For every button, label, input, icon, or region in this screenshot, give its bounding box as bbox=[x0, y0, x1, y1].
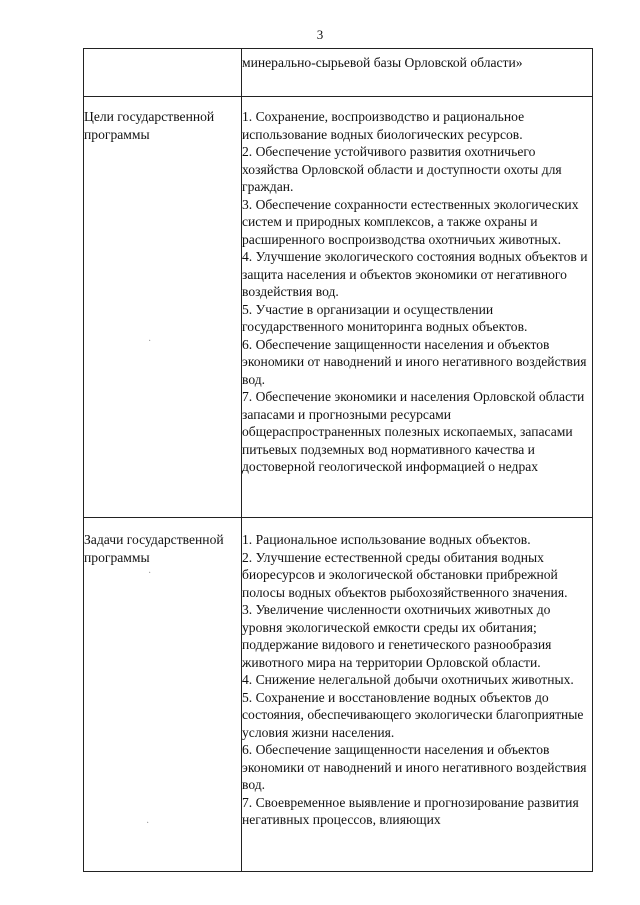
task-item: 6. Обеспечение защищенности населения и объектов экономики от наводнений и иного негативного воздействия вод. bbox=[242, 742, 587, 792]
goals-content bbox=[242, 97, 593, 518]
task-item: 3. Увеличение численности охотничьих животных до уровня экологической емкости среды их обитания; поддержание видового и генетического разнообразия животного мира на территории Орловской области. bbox=[242, 602, 552, 670]
tasks-label: Задачи государственной программы bbox=[84, 518, 242, 872]
scan-speck: · bbox=[146, 818, 150, 829]
goal-item: 3. Обеспечение сохранности естественных экологических систем и природных комплексов, а также охраны и расширенного воспроизводства охотничьих животных. bbox=[242, 196, 579, 247]
table-row-tasks bbox=[84, 518, 593, 872]
goal-item: 5. Участие в организации и осуществлении государственного мониторинга водных объектов. bbox=[242, 301, 528, 334]
task-item: 2. Улучшение естественной среды обитания водных биоресурсов и экологической обстановки прибрежной полосы водных объектов рыбохозяйственного значения. bbox=[242, 549, 568, 600]
goal-item: 2. Обеспечение устойчивого развития охотничьего хозяйства Орловской области и доступности охоты для граждан. bbox=[242, 144, 562, 194]
task-item: 7. Своевременное выявление и прогнозирование развития негативных процессов, влияющих bbox=[242, 794, 579, 827]
scan-speck: · bbox=[148, 336, 152, 347]
goal-item: 4. Улучшение экологического состояния водных объектов и защита населения и объектов экономики от негативного воздействия вод. bbox=[242, 249, 588, 299]
continuation-cell: минерально-сырьевой базы Орловской области» bbox=[242, 49, 593, 97]
goals-label: Цели государственной программы bbox=[84, 97, 242, 518]
task-item: 1. Рациональное использование водных объектов. bbox=[242, 532, 531, 547]
goal-item: 7. Обеспечение экономики и населения Орловской области запасами и прогнозными ресурсами общераспространенных полезных ископаемых, запасами питьевых подземных вод нормативного качества и достоверной геологической информацией о недрах bbox=[242, 389, 585, 474]
table-row-continuation bbox=[84, 49, 593, 97]
task-item: 4. Снижение нелегальной добычи охотничьих животных. bbox=[242, 672, 574, 687]
task-item: 5. Сохранение и восстановление водных объектов до состояния, обеспечивающего экологически благоприятные условия жизни населения. bbox=[242, 689, 584, 740]
empty-label-cell bbox=[84, 49, 242, 97]
goal-item: 6. Обеспечение защищенности населения и объектов экономики от наводнений и иного негативного воздействия вод. bbox=[242, 336, 587, 387]
table-row-goals bbox=[84, 97, 593, 518]
scan-speck: · bbox=[148, 568, 152, 579]
goal-item: 1. Сохранение, воспроизводство и рациональное использование водных биологических ресурсов. bbox=[242, 109, 525, 142]
tasks-content bbox=[242, 518, 593, 872]
program-passport-table bbox=[83, 48, 593, 872]
page-number: 3 bbox=[316, 27, 324, 42]
